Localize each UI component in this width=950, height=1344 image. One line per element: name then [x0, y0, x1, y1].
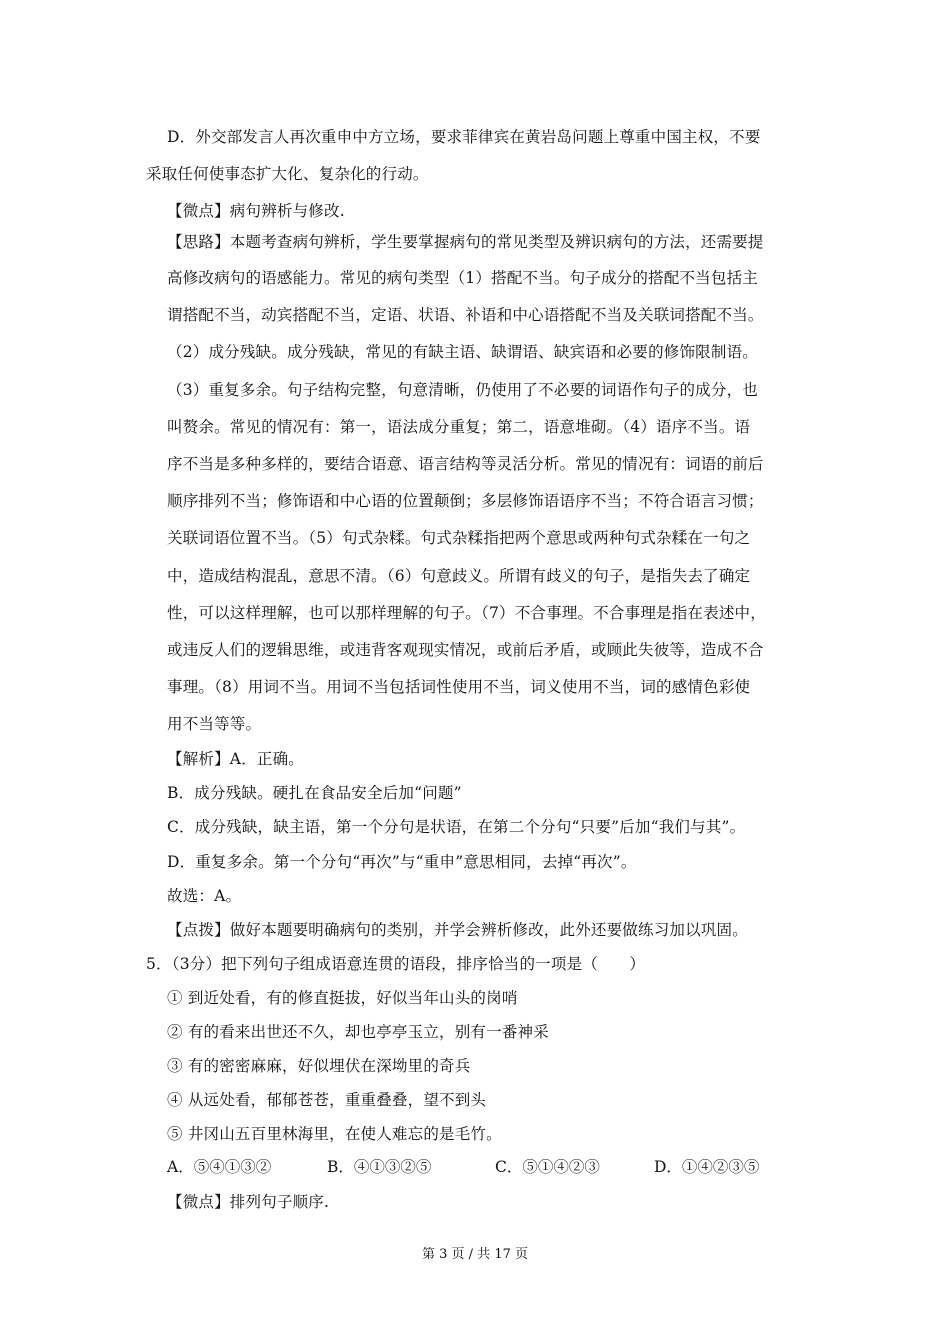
weidian-label-2: 【微点】排列句子顺序.: [167, 1193, 330, 1211]
silu-line-13: 事理。（8）用词不当。用词不当包括词性使用不当，词义使用不当，词的感情色彩使: [167, 678, 751, 696]
silu-line-6: 叫赘余。常见的情况有：第一，语法成分重复；第二，语意堆砌。（4）语序不当。语: [167, 418, 751, 436]
jiexi-line: 【解析】A．正确。: [167, 750, 304, 768]
jiexi-b-line: B．成分残缺。硬扎在食品安全后加“问题”: [167, 784, 462, 802]
silu-line-1: 【思路】本题考查病句辨析，学生要掌握病句的常见类型及辨识病句的方法，还需要提: [167, 233, 764, 251]
silu-line-10: 中，造成结构混乱，意思不清。（6）句意歧义。所谓有歧义的句子，是指失去了确定: [167, 567, 751, 585]
silu-line-14: 用不当等等。: [167, 715, 262, 733]
silu-line-5: （3）重复多余。句子结构完整，句意清晰，仍使用了不必要的词语作句子的成分，也: [167, 381, 758, 399]
sentence-5: ⑤ 井冈山五百里林海里，在使人难忘的是毛竹。: [167, 1125, 502, 1143]
sentence-4: ④ 从远处看，郁郁苍苍，重重叠叠，望不到头: [167, 1091, 487, 1109]
silu-line-8: 顺序排列不当；修饰语和中心语的位置颠倒；多层修饰语语序不当；不符合语言习惯；: [167, 492, 764, 510]
answer-line: 故选：A。: [167, 887, 242, 905]
question-5-stem: 5．（3分）把下列句子组成语意连贯的语段，排序恰当的一项是（ ）: [146, 955, 646, 973]
silu-line-7: 序不当是多种多样的，要结合语意、语言结构等灵活分析。常见的情况有：词语的前后: [167, 455, 764, 473]
silu-line-2: 高修改病句的语感能力。常见的病句类型（1）搭配不当。句子成分的搭配不当包括主: [167, 269, 758, 287]
option-c: C．⑤①④②③: [495, 1158, 600, 1176]
option-d-line-1: D．外交部发言人再次重申中方立场，要求菲律宾在黄岩岛问题上尊重中国主权，不要: [167, 128, 761, 146]
silu-line-4: （2）成分残缺。成分残缺，常见的有缺主语、缺谓语、缺宾语和必要的修饰限制语。: [167, 343, 758, 361]
silu-line-11: 性，可以这样理解，也可以那样理解的句子。（7）不合事理。不合事理是指在表述中，: [167, 604, 766, 622]
silu-line-3: 谓搭配不当，动宾搭配不当，定语、状语、补语和中心语搭配不当及关联词搭配不当。: [167, 306, 764, 324]
option-a: A．⑤④①③②: [167, 1158, 272, 1176]
option-b: B．④①③②⑤: [327, 1158, 432, 1176]
sentence-2: ② 有的看来出世还不久，却也亭亭玉立，别有一番神采: [167, 1023, 549, 1041]
option-d-line-2: 采取任何使事态扩大化、复杂化的行动。: [146, 165, 429, 183]
jiexi-c-line: C．成分残缺，缺主语，第一个分句是状语，在第二个分句“只要”后加“我们与其”。: [167, 818, 746, 836]
silu-line-12: 或违反人们的逻辑思维，或违背客观现实情况，或前后矛盾，或顾此失彼等，造成不合: [167, 641, 764, 659]
sentence-3: ③ 有的密密麻麻，好似埋伏在深坳里的奇兵: [167, 1057, 471, 1075]
sentence-1: ① 到近处看，有的修直挺拔，好似当年山头的岗哨: [167, 989, 518, 1007]
jiexi-d-line: D．重复多余。第一个分句“再次”与“重申”意思相同，去掉“再次”。: [167, 853, 637, 871]
silu-line-9: 关联词语位置不当。（5）句式杂糅。句式杂糅指把两个意思或两种句式杂糅在一句之: [167, 529, 751, 547]
answer-options: [167, 1157, 807, 1177]
weidian-label: 【微点】病句辨析与修改.: [167, 202, 345, 220]
page-footer: 第 3 页 / 共 17 页: [422, 1247, 528, 1262]
option-d: D．①④②③⑤: [654, 1158, 760, 1176]
dianbo-line: 【点拨】做好本题要明确病句的类别，并学会辨析修改，此外还要做练习加以巩固。: [167, 921, 748, 939]
